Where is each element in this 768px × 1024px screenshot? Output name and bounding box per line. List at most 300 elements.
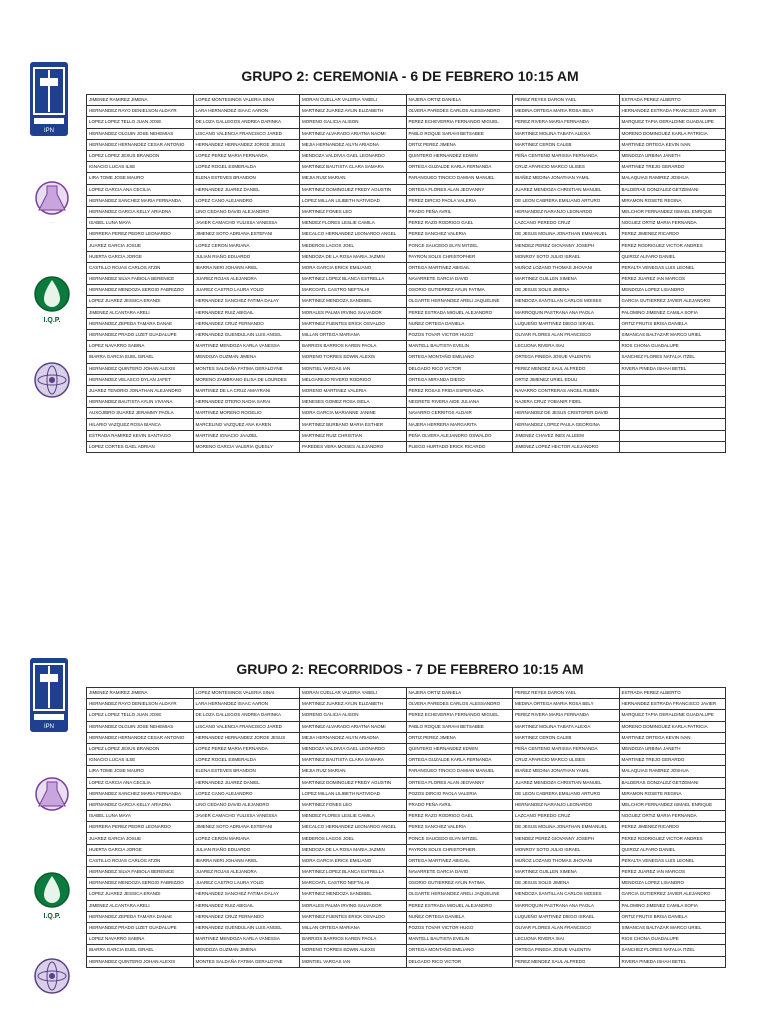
name-cell: POZOS TOVAR VICTOR HUGO	[406, 329, 513, 340]
name-cell: LOPEZ ROGEL ESMERALDA	[193, 162, 300, 173]
name-cell: MENESES GOMEZ ROSA ISELA	[300, 397, 407, 408]
table-row	[87, 710, 726, 721]
name-cell: PRADO PEÑA AVRIL	[406, 799, 513, 810]
name-cell: JIMENEZ SOTO ADRIANA ESTEFANI	[193, 229, 300, 240]
name-cell: MENDOZA VALDIVIA GAEL LEONARDO	[300, 150, 407, 161]
name-cell: HERNANDEZ SILVA FABIOLA BERENICE	[87, 867, 194, 878]
name-cell: PEREZ REYES DARON YAEL	[513, 95, 620, 106]
name-cell: LECUONA RIVERA ISAI	[513, 934, 620, 945]
name-cell: HERNANDEZ OLGUIN JOSE NEHEMIAS	[87, 128, 194, 139]
name-cell: DELGADO RICO VICTOR	[406, 363, 513, 374]
name-cell: PEÑA CENTENO MARISSA FERNANDA	[513, 150, 620, 161]
name-cell: HERNANDEZ NARANJO LEONARDO	[513, 799, 620, 810]
name-cell: MILLAN ORTEGA MARIANA	[300, 922, 407, 933]
name-cell: JAVIER CAMACHO YULISSA VANESSA	[193, 218, 300, 229]
name-cell: LARA HERNANDEZ ISAAC AARON	[193, 106, 300, 117]
name-cell: MARTINEZ IGNACIO JAAZIEL	[193, 430, 300, 441]
name-cell: MONROY SOTO JULIO ISRAEL	[513, 844, 620, 855]
name-cell: ORTEGA MONTAÑO EMILIANO	[406, 945, 513, 956]
name-cell: MARTINEZ CERON CALEB	[513, 732, 620, 743]
name-cell: MORENO DOMINGUEZ KARLA PATRICIA	[619, 721, 726, 732]
name-cell: MONTIEL VARGAS IAN	[300, 956, 407, 967]
name-cell: MONTES SALDAÑA FATIMA GERALDYNE	[193, 956, 300, 967]
name-cell: HERNANDEZ OTERO NADIA SARAI	[193, 397, 300, 408]
name-cell: JUAREZ CASTRO LAURA YOLID	[193, 878, 300, 889]
name-cell: JIMENEZ CHAVEZ INES ALLEEM	[513, 430, 620, 441]
name-cell: MORENO MARTINEZ VALERIA	[300, 385, 407, 396]
name-cell: POZOS DIRCIO PAOLA VALERIA	[406, 788, 513, 799]
name-cell: RIVERA PINEDA ISHAH BETEL	[619, 363, 726, 374]
name-cell: HERNANDEZ SILVA FABIOLA BERENICE	[87, 274, 194, 285]
table-row	[87, 206, 726, 217]
table-row	[87, 419, 726, 430]
name-cell: QUIROZ ALFARO DANIEL	[619, 251, 726, 262]
name-cell: MELCHOR FERNANDEZ ISMAEL ENRIQUE	[619, 206, 726, 217]
name-cell: MENDOZA URBINA JANETH	[619, 743, 726, 754]
chemistry-flask-icon	[32, 772, 72, 822]
name-cell: PERALTA VENEGAS LUIS LEONEL	[619, 855, 726, 866]
name-cell: MORA GARCIA MARIANNE JANINE	[300, 408, 407, 419]
name-cell: SIMANCAS BALTAZAR MARCO URIEL	[619, 329, 726, 340]
name-cell: MARTINEZ FONES LEO	[300, 206, 407, 217]
name-cell: HERNANDEZ HERNANDEZ CESAR ANTONIO	[87, 139, 194, 150]
name-cell: MALAQUIAS RAMIREZ JOSHUA	[619, 766, 726, 777]
name-cell: OLGARTE HERNANDEZ ARELI JAQUELINE	[406, 296, 513, 307]
name-cell: NAVARRO CERRITOS ALDAIR	[406, 408, 513, 419]
table-row	[87, 307, 726, 318]
name-cell: HERNANDEZ HERNANDEZ JORGE JESUS	[193, 732, 300, 743]
name-cell: SANCHEZ FLORES NATALIA ITZEL	[619, 945, 726, 956]
name-cell: PALOMINO JIMENEZ CAMILA SOFIA	[619, 307, 726, 318]
table-row	[87, 430, 726, 441]
name-cell: RIOS CHONA GUADALUPE	[619, 341, 726, 352]
name-cell: ORTEGA FLORES ALAN JEOVANNY	[406, 184, 513, 195]
name-cell: MARTINEZ ORTEGA KEVIN IVAN	[619, 139, 726, 150]
name-cell: JIMENEZ LOPEZ HECTOR ALEJANDRO	[513, 441, 620, 452]
table-row	[87, 408, 726, 419]
name-cell	[619, 430, 726, 441]
name-cell: HERNANDEZ BAUTISTA AYLIN VIVIANA	[87, 397, 194, 408]
table-row	[87, 352, 726, 363]
name-cell: ORTEGA GUZALDE KARLA FERNANDA	[406, 162, 513, 173]
name-cell: IBARRA NERI JOHANN ARIEL	[193, 262, 300, 273]
name-cell: LOPEZ CANO ALEJANDRO	[193, 195, 300, 206]
name-cell: MORALES PALMA IRVING SALVADOR	[300, 900, 407, 911]
attendee-table	[86, 687, 726, 968]
name-cell: PEREZ RIVERA MARIA FERNANDA	[513, 710, 620, 721]
name-cell: HERNANDEZ GUENDULAIN LUIS ANGEL	[193, 329, 300, 340]
department-emblem-icon	[32, 956, 72, 996]
table-row	[87, 945, 726, 956]
name-cell: MARTINEZ CERON CALEB	[513, 139, 620, 150]
table-row	[87, 833, 726, 844]
name-cell: IBARRA GARCIA EUEL ISRAEL	[87, 352, 194, 363]
name-cell: MARTINEZ ORTEGA KEVIN IVAN	[619, 732, 726, 743]
table-row	[87, 296, 726, 307]
name-cell: MARTINEZ BURBANO MARIA ESTHER	[300, 419, 407, 430]
table-row	[87, 799, 726, 810]
name-cell: PEREZ JIMENEZ RICARDO	[619, 229, 726, 240]
table-row	[87, 911, 726, 922]
ipn-logo	[24, 58, 74, 140]
name-cell: JIMENEZ ALCANTARA ARELI	[87, 307, 194, 318]
name-cell: HERNANDEZ RAYO DENIELSON ALDAYR	[87, 106, 194, 117]
name-cell: JULIAN RIAÑO EDUARDO	[193, 844, 300, 855]
name-cell: ORTIZ PEREZ JIMENA	[406, 139, 513, 150]
iqp-logo	[32, 270, 72, 330]
name-cell: ELENA ESTEVES BRANDON	[193, 173, 300, 184]
table-row	[87, 150, 726, 161]
name-cell: ISABEL LUNA MAYA	[87, 811, 194, 822]
name-cell: MENDOZA LOPEZ LISANDRO	[619, 285, 726, 296]
name-cell: MARTINEZ FONES LEO	[300, 799, 407, 810]
name-cell: HERRERA PEREZ PEDRO LEONARDO	[87, 229, 194, 240]
name-cell: JUAREZ MENDOZA CHRISTIAN MANUEL	[513, 184, 620, 195]
table-row	[87, 195, 726, 206]
name-cell: LUQUEÑO MARTINEZ DIEGO ISRAEL	[513, 911, 620, 922]
name-cell: HERNANDEZ NARANJO LEONARDO	[513, 206, 620, 217]
name-cell: MEDEROS LAGOS JOEL	[300, 833, 407, 844]
name-cell: PABLO ROQUE SARAHI BETSABEE	[406, 128, 513, 139]
name-cell: HERNANDEZ GUENDULAIN LUIS ANGEL	[193, 922, 300, 933]
name-cell: LOPEZ MILLAN LILIBETH NATIVIDAD	[300, 195, 407, 206]
name-cell: LOPEZ JUAREZ JESSICA ERANDI	[87, 889, 194, 900]
chemistry-flask-icon	[32, 176, 72, 226]
name-cell: NAJERA HERRERA MARGARITA	[406, 419, 513, 430]
name-cell: AUXOJIBRO SUAREZ JERAMMY PAOLA	[87, 408, 194, 419]
name-cell: MORENO ZAMBRANO ELISA DE LOURDES	[193, 374, 300, 385]
name-cell: MARTINEZ MOLINA TABATA ALEXIA	[513, 721, 620, 732]
name-cell: PEÑA CENTENO MARISSA FERNANDA	[513, 743, 620, 754]
name-cell: HERNANDEZ LOPEZ PAULA GEORGINA	[513, 419, 620, 430]
name-cell: MORENO DOMINGUEZ KARLA PATRICIA	[619, 128, 726, 139]
name-cell: MARTINEZ LOPEZ BLANCA ESTRELLA	[300, 274, 407, 285]
name-cell: ORTEGA GUZALDE KARLA FERNANDA	[406, 755, 513, 766]
svg-text:·····: ·····	[49, 220, 55, 224]
name-cell: POZOS TOVAR VICTOR HUGO	[406, 922, 513, 933]
table-row	[87, 251, 726, 262]
name-cell: CRUZ APARICIO MARCO ULISES	[513, 755, 620, 766]
name-cell: HILARIO VAZQUEZ ROSA BIANCA	[87, 419, 194, 430]
name-cell: LOPEZ MILLAN LILIBETH NATIVIDAD	[300, 788, 407, 799]
name-cell: MARTINEZ DOMINGUEZ FREDY AGUSTIN	[300, 184, 407, 195]
name-cell: MARTINEZ DOMINGUEZ FREDY AGUSTIN	[300, 777, 407, 788]
name-cell: MENDEZ PEREZ GIOVANNY JOSEPH	[513, 240, 620, 251]
name-cell: NAVARRETE GARCIA DAVID	[406, 867, 513, 878]
name-cell: MORENO GALICIA ALISON	[300, 117, 407, 128]
table-row	[87, 721, 726, 732]
name-cell: PEREZ RODRIGUEZ VICTOR ANDRES	[619, 240, 726, 251]
name-cell: MARROQUIN PASTRANA ANA PAOLA	[513, 307, 620, 318]
name-cell: MARTINEZ RUIZ CHRISTIAN	[300, 430, 407, 441]
name-cell: LOPEZ NAVARRO SABINA	[87, 341, 194, 352]
table-row	[87, 889, 726, 900]
table-row	[87, 374, 726, 385]
name-cell: JIMENEZ SOTO ADRIANA ESTEFANI	[193, 822, 300, 833]
name-cell: LOPEZ LOPEZ JESUS BRANDON	[87, 150, 194, 161]
name-cell: ESTRADA RAMIREZ KEVIN SANTIAGO	[87, 430, 194, 441]
name-cell: MELGAREJO RIVERO RODRIGO	[300, 374, 407, 385]
name-cell: MENDOZA LOPEZ LISANDRO	[619, 878, 726, 889]
name-cell: LARA HERNANDEZ ISAAC AARON	[193, 699, 300, 710]
name-cell: HERNANDEZ SANCHEZ FATIMA DALAY	[193, 296, 300, 307]
name-cell: HERNANDEZ PRADO LIZET GUADALUPE	[87, 329, 194, 340]
name-cell: PEREZ MENDEZ SAUL ALFREDO	[513, 363, 620, 374]
name-cell: LOPEZ NAVARRO SABINA	[87, 934, 194, 945]
name-cell: ORTEGA MIRANDA DIEGO	[406, 374, 513, 385]
name-cell: PEREZ SANCHEZ VALERIA	[406, 822, 513, 833]
name-cell: HERNANDEZ ESTRADA FRANCISCO JAVIER	[619, 699, 726, 710]
name-cell: QUINTERO HERNANDEZ EDWIN	[406, 150, 513, 161]
name-cell: LIRA TOME JOSE MAURO	[87, 766, 194, 777]
name-cell: IGNACIO LUCAS ILSE	[87, 755, 194, 766]
name-cell: OSORIO GUTIERREZ AYLIN FATIMA	[406, 285, 513, 296]
table-row	[87, 699, 726, 710]
name-cell: MENDOZA SANTILLAN CARLOS MOISES	[513, 889, 620, 900]
name-cell: NAJERA ORTIZ DANIELA	[406, 95, 513, 106]
name-cell: LOPEZ PEREZ MARIA FERNANDA	[193, 743, 300, 754]
name-cell: LECUONA RIVERA ISAI	[513, 341, 620, 352]
name-cell: MUÑOZ LOZANO THOMAS JHOVANI	[513, 262, 620, 273]
name-cell: LOPEZ MONTESINOS VALERIA SINAI	[193, 95, 300, 106]
name-cell: BARRIOS BARRIOS KAREN PAOLA	[300, 934, 407, 945]
name-cell: OLIVAR FLORES ALAN FRANCISCO	[513, 922, 620, 933]
name-cell: SANCHEZ FLORES NATALIA ITZEL	[619, 352, 726, 363]
table-row	[87, 240, 726, 251]
name-cell: HERNANDEZ GARCIA KELLY ARIADNA	[87, 206, 194, 217]
table-row	[87, 95, 726, 106]
name-cell: MENDOZA VALDIVIA GAEL LEONARDO	[300, 743, 407, 754]
name-cell: HERNANDEZ QUINTERO JOHAN ALEXIS	[87, 956, 194, 967]
name-cell: LIRA TOME JOSE MAURO	[87, 173, 194, 184]
name-cell: MIRAMON ROSETE REGINA	[619, 195, 726, 206]
name-cell: HERNANDEZ SANCHEZ MARIA FERNANDA	[87, 195, 194, 206]
name-cell: LOPEZ LOPEZ TELLO JUAN JOSE	[87, 710, 194, 721]
name-cell: QUIROZ ALFARO DANIEL	[619, 844, 726, 855]
table-row	[87, 844, 726, 855]
name-cell: PLIEGO HURTADO ERICK RICARDO	[406, 441, 513, 452]
name-cell: MORENO TORRES EDWIN ALEXIS	[300, 945, 407, 956]
iqp-logo-text: I.Q.P.	[43, 913, 61, 920]
name-cell: LISCANO VALENCIA FRANCISCO JARED	[193, 721, 300, 732]
name-cell: HERNANDEZ QUINTERO JOHAN ALEXIS	[87, 363, 194, 374]
name-cell: MENDEZ PEREZ GIOVANNY JOSEPH	[513, 833, 620, 844]
name-cell: DELGADO RICO VICTOR	[406, 956, 513, 967]
name-cell: ISABEL LUNA MAYA	[87, 218, 194, 229]
name-cell: LOPEZ JUAREZ JESSICA ERANDI	[87, 296, 194, 307]
name-cell: LAZCANO PEREDO CRUZ	[513, 218, 620, 229]
table-row	[87, 441, 726, 452]
name-cell: PEREZ RIVERA MARIA FERNANDA	[513, 117, 620, 128]
name-cell: LINO CEDANO DAVID ALEJANDRO	[193, 206, 300, 217]
name-cell: ESTRADA PEREZ ALBERTO	[619, 688, 726, 699]
name-cell: IBARRA GARCIA EUEL ISRAEL	[87, 945, 194, 956]
name-cell: BARRIOS BARRIOS KAREN PAOLA	[300, 341, 407, 352]
name-cell	[619, 419, 726, 430]
iqp-logo	[32, 866, 72, 926]
name-cell: JUAREZ TENORIO JONATHAN ALEJANDRO	[87, 385, 194, 396]
name-cell: JIMENEZ RAMIREZ JIMENA	[87, 95, 194, 106]
name-cell: JUAREZ ROJAS ALEJANDRA	[193, 867, 300, 878]
name-cell: DE LOZA GALLEGOS ANDREA DARINKA	[193, 117, 300, 128]
ipn-logo-text: IPN	[43, 724, 55, 730]
name-cell: HERNANDEZ HERNANDEZ CESAR ANTONIO	[87, 732, 194, 743]
name-cell: HERNANDEZ RUIZ ABIGAIL	[193, 900, 300, 911]
name-cell: MELCHOR FERNANDEZ ISMAEL ENRIQUE	[619, 799, 726, 810]
name-cell	[619, 397, 726, 408]
name-cell: MARTINEZ TREJO GERARDO	[619, 755, 726, 766]
name-cell: MANTELL BAUTISTA EVELIN	[406, 934, 513, 945]
name-cell: MIRAMON ROSETE REGINA	[619, 788, 726, 799]
name-cell: PEREZ ECHEVERRIA FERNANDO MIGUEL	[406, 710, 513, 721]
name-cell: OSORIO GUTIERREZ AYLIN FATIMA	[406, 878, 513, 889]
name-cell: ORTIZ FRUTIS BRISA DANIELA	[619, 318, 726, 329]
name-cell: MENDOZA GUZMAN JIMENA	[193, 945, 300, 956]
name-cell: HERNANDEZ DE JESUS CRISTOFER DAVID	[513, 408, 620, 419]
table-row	[87, 956, 726, 967]
name-cell: ELENA ESTEVES BRANDON	[193, 766, 300, 777]
table-row	[87, 184, 726, 195]
name-cell: MORENO TORRES EDWIN ALEXIS	[300, 352, 407, 363]
name-cell: PONCE SAUCEDO ELYN MITZEL	[406, 240, 513, 251]
name-cell: DE JESUS SOLIS JIMENA	[513, 878, 620, 889]
table-row	[87, 262, 726, 273]
name-cell: RIVERA PINEDA ISHAH BETEL	[619, 956, 726, 967]
name-cell: LISCANO VALENCIA FRANCISCO JARED	[193, 128, 300, 139]
name-cell: MENDOZA DE LA ROSA MARIA JAZMIN	[300, 251, 407, 262]
name-cell	[619, 408, 726, 419]
table-row	[87, 229, 726, 240]
name-cell: NAJERA CRUZ YOBANIR FIDEL	[513, 397, 620, 408]
name-cell: JUAREZ ROJAS ALEJANDRA	[193, 274, 300, 285]
name-cell: MARQUEZ TAPIA GERALDINE GUADALUPE	[619, 117, 726, 128]
name-cell: HERNANDEZ RUIZ ABIGAIL	[193, 307, 300, 318]
name-cell: LOPEZ MONTESINOS VALERIA SINAI	[193, 688, 300, 699]
name-cell: LOPEZ GARCIA ANA CECILIA	[87, 184, 194, 195]
name-cell: PERALTA VENEGAS LUIS LEONEL	[619, 262, 726, 273]
table-row	[87, 755, 726, 766]
name-cell: NEGRETE RIVERA AIDE JULIANA	[406, 397, 513, 408]
name-cell: PEREZ JUAREZ IAN MARCOS	[619, 867, 726, 878]
name-cell: MECALCO HERNANDEZ LEONARDO ANGEL	[300, 822, 407, 833]
name-cell: HUERTA GARCIA JORGE	[87, 844, 194, 855]
name-cell: GARCIA GUTIERREZ JAVIER ALEJANDRO	[619, 296, 726, 307]
name-cell: PEREZ RAZO RODRIGO GAEL	[406, 218, 513, 229]
ipn-logo	[24, 654, 74, 736]
table-row	[87, 878, 726, 889]
name-cell: MEDINA ORTEGA MARIA ROSA BELY	[513, 699, 620, 710]
name-cell: MENDOZA URBINA JANETH	[619, 150, 726, 161]
name-cell: LOPEZ CANO ALEJANDRO	[193, 788, 300, 799]
name-cell: JUAREZ CASTRO LAURA YOLID	[193, 285, 300, 296]
name-cell: NAVARRETE GARCIA DAVID	[406, 274, 513, 285]
name-cell: NUÑEZ ORTEGA DANIELA	[406, 911, 513, 922]
table-row	[87, 788, 726, 799]
name-cell: ORTEGA MARTINEZ ABIGAIL	[406, 262, 513, 273]
name-cell: JIMENEZ ALCANTARA ARELI	[87, 900, 194, 911]
name-cell: ORTEGA PINEDA JOSUE VALENTIN	[513, 352, 620, 363]
name-cell: MILLAN ORTEGA MARIANA	[300, 329, 407, 340]
name-cell: MORENO GALICIA ALISON	[300, 710, 407, 721]
name-cell: SIMANCAS BALTAZAR MARCO URIEL	[619, 922, 726, 933]
name-cell: MARTINEZ ALVARADO ARIATNA NAOMI	[300, 128, 407, 139]
name-cell: PEREZ RAZO RODRIGO GAEL	[406, 811, 513, 822]
name-cell: MARTINEZ FUENTES ERICK OSVALDO	[300, 911, 407, 922]
name-cell: DE LEON CABRERA EMILIANO ARTURO	[513, 788, 620, 799]
name-cell: LOPEZ ROGEL ESMERALDA	[193, 755, 300, 766]
name-cell: LOPEZ CERON MARIANA	[193, 240, 300, 251]
name-cell: MALAQUIAS RAMIREZ JOSHUA	[619, 173, 726, 184]
name-cell	[619, 385, 726, 396]
name-cell: MEDEROS LAGOS JOEL	[300, 240, 407, 251]
name-cell: MORALES PALMA IRVING SALVADOR	[300, 307, 407, 318]
name-cell: NOGUEZ ORTIZ MARIA FERNANDA	[619, 218, 726, 229]
name-cell: HERNANDEZ CRUZ FERNANDO	[193, 318, 300, 329]
name-cell: MARTINEZ BAUTISTA CLARA SAMARA	[300, 162, 407, 173]
name-cell: MONTES SALDAÑA FATIMA GERALDYNE	[193, 363, 300, 374]
name-cell: MENDOZA SANTILLAN CARLOS MOISES	[513, 296, 620, 307]
name-cell: PEREZ REYES DARON YAEL	[513, 688, 620, 699]
name-cell: DE LOZA GALLEGOS ANDREA DARINKA	[193, 710, 300, 721]
name-cell: MARROQUIN PASTRANA ANA PAOLA	[513, 900, 620, 911]
name-cell: ESTRADA PEREZ ALBERTO	[619, 95, 726, 106]
name-cell: MARTINEZ TREJO GERARDO	[619, 162, 726, 173]
name-cell: PEREZ SANCHEZ VALERIA	[406, 229, 513, 240]
name-cell: DE JESUS SOLIS JIMENA	[513, 285, 620, 296]
table-row	[87, 385, 726, 396]
name-cell: MENDEZ FLORES LESLIE CAMILA	[300, 218, 407, 229]
name-cell: DE JESUS MOLINA JONATHAN EMMANUEL	[513, 229, 620, 240]
name-cell: PABLO ROQUE SARAHI BETSABEE	[406, 721, 513, 732]
name-cell: MONTIEL VARGAS IAN	[300, 363, 407, 374]
name-cell: OLGARTE HERNANDEZ ARELI JAQUELINE	[406, 889, 513, 900]
name-cell: CASTILLO ROJAS CARLOS ATZIN	[87, 262, 194, 273]
name-cell: NAVARRO CONTRERAS ANGEL RUBEN	[513, 385, 620, 396]
name-cell: ORTEGA PINEDA JOSUE VALENTIN	[513, 945, 620, 956]
table-row	[87, 766, 726, 777]
table-row	[87, 855, 726, 866]
name-cell: OLVERA PAREDES CARLOS ALESSANDRO	[406, 106, 513, 117]
name-cell: LOPEZ LOPEZ JESUS BRANDON	[87, 743, 194, 754]
name-cell: HERNANDEZ ESTRADA FRANCISCO JAVIER	[619, 106, 726, 117]
name-cell: JIMENEZ RAMIREZ JIMENA	[87, 688, 194, 699]
name-cell: HERNANDEZ GARCIA KELLY ARIADNA	[87, 799, 194, 810]
department-emblem-icon	[32, 360, 72, 400]
name-cell: MARCOATL CASTRO NEFTALHI	[300, 285, 407, 296]
name-cell: JUAREZ GARCIA JOSUE	[87, 833, 194, 844]
table-row	[87, 117, 726, 128]
name-cell: PAYRON SOLIS CHRISTOPHER	[406, 844, 513, 855]
iqp-logo-text: I.Q.P.	[43, 317, 61, 324]
name-cell: HERNANDEZ SANCHEZ MARIA FERNANDA	[87, 788, 194, 799]
name-cell: MARTINEZ JUAREZ AYLIN ELIZABETH	[300, 699, 407, 710]
table-row	[87, 173, 726, 184]
name-cell: LOPEZ PEREZ MARIA FERNANDA	[193, 150, 300, 161]
name-cell: PEÑA OLVERA ALEJANDRO OSWALDO	[406, 430, 513, 441]
name-cell: MENDOZA DE LA ROSA MARIA JAZMIN	[300, 844, 407, 855]
table-row	[87, 900, 726, 911]
name-cell: MARTINEZ MORENO ROGELIO	[193, 408, 300, 419]
name-cell: RIOS CHONA GUADALUPE	[619, 934, 726, 945]
name-cell: PARANGUEO TINOCO DAMIAN MANUEL	[406, 766, 513, 777]
ipn-logo-text: IPN	[43, 128, 55, 134]
name-cell: PEREZ JIMENEZ RICARDO	[619, 822, 726, 833]
name-cell: NOGUEZ ORTIZ MARIA FERNANDA	[619, 811, 726, 822]
name-cell: HERNANDEZ HERNANDEZ JORGE JESUS	[193, 139, 300, 150]
name-cell: MARTINEZ GUILLEN XIMENA	[513, 274, 620, 285]
table-row	[87, 139, 726, 150]
table-row	[87, 106, 726, 117]
